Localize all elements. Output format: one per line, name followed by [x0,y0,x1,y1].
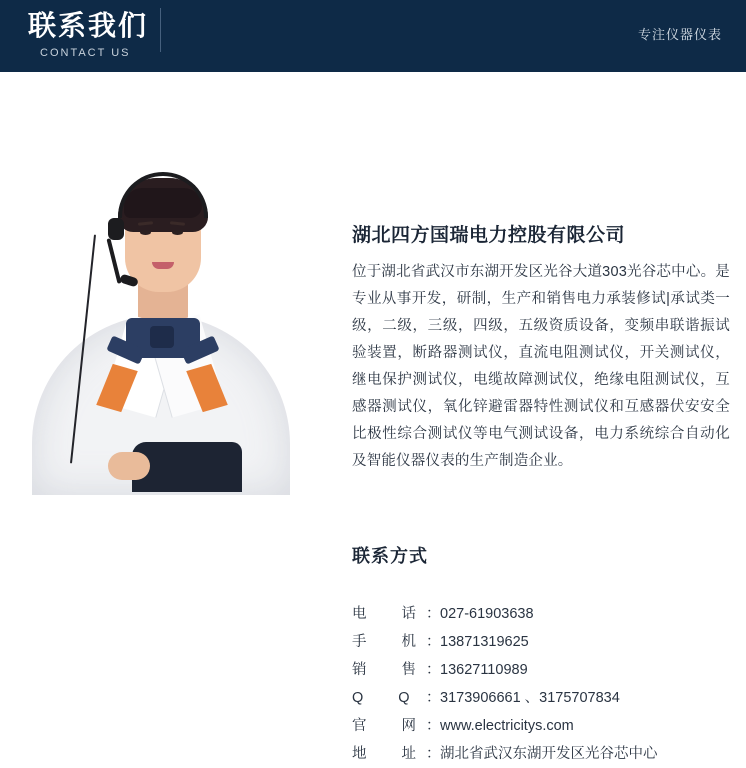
header-inner [0,0,746,72]
contact-row-sales [352,656,732,684]
contact-label: 销 售 [352,662,418,678]
contact-row-mobile [352,628,732,656]
header-divider [160,8,161,52]
headset-boom-icon [106,238,121,284]
photo-eye-right [172,230,183,235]
contact-label: 电 话 [352,606,418,622]
photo-hand [108,452,150,480]
contact-row-phone [352,600,732,628]
contact-separator: ： [426,662,441,678]
contact-separator: ： [426,718,441,734]
contact-row-address [352,740,732,768]
contact-separator: ： [426,606,441,622]
page-subtitle: CONTACT US [40,47,131,59]
contact-value-sales[interactable]: 13627110989 [440,662,528,678]
photo-eye-left [140,230,151,235]
company-info [352,220,730,475]
contact-label: 地 址 [352,746,418,762]
contact-value-qq[interactable]: 3173906661 、3175707834 [440,690,620,706]
page-title: 联系我们 [28,10,149,41]
contact-label: Q Q [352,690,412,706]
page-header [0,0,746,72]
contact-value-phone[interactable]: 027-61903638 [440,606,534,622]
contact-row-website [352,712,732,740]
headset-band-icon [118,172,208,218]
contact-value-website[interactable]: www.electricitys.com [440,718,574,734]
contact-separator: ： [426,746,441,762]
contact-separator: ： [426,690,441,706]
contact-list [352,600,732,768]
company-name: 湖北四方国瑞电力控股有限公司 [352,225,626,246]
page-content [0,72,746,762]
photo-mouth [152,262,174,269]
photo-neckerchief-knot [150,326,174,348]
contact-label: 官 网 [352,718,418,734]
contact-section-title: 联系方式 [352,546,428,566]
headset-earpiece-icon [108,218,124,240]
contact-separator: ： [426,634,441,650]
contact-value-address: 湖北省武汉东湖开发区光谷芯中心 [440,746,658,762]
contact-value-mobile[interactable]: 13871319625 [440,634,529,650]
header-slogan: 专注仪器仪表 [637,27,722,42]
customer-service-photo [12,130,312,490]
contact-label: 手 机 [352,634,418,650]
company-description: 位于湖北省武汉市东湖开发区光谷大道303光谷芯中心。是专业从事开发，研制，生产和销售电力承装修试|承试类一级，二级，三级，四级，五级资质设备，变频串联谐振试验装置，断路器测试仪，直流电阻测试仪，开关测试仪，继电保护测试仪，电缆故障测试仪，绝缘电阻测试仪，互感器测试仪，氧化锌避雷器特性测试仪和互感器伏安安全比极性综合测试仪等电气测试设备，电力系统综合自动化及智能仪器仪表的生产制造企业。 [352,264,730,469]
contact-row-qq [352,684,732,712]
